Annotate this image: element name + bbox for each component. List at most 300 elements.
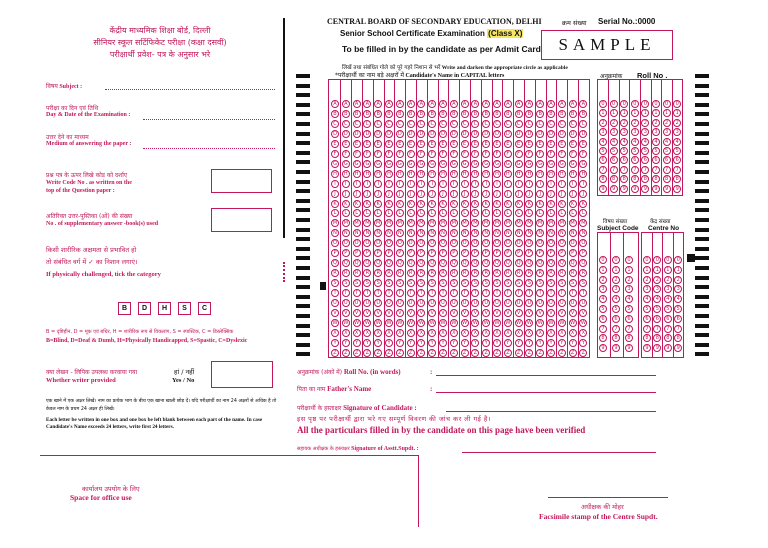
name-letter-bubble[interactable]: Z [450, 349, 458, 357]
name-letter-bubble[interactable]: Q [363, 259, 371, 267]
name-letter-bubble[interactable]: I [374, 180, 382, 188]
name-letter-bubble[interactable]: N [450, 229, 458, 237]
name-letter-bubble[interactable]: Y [363, 339, 371, 347]
roll-digit-bubble[interactable]: 7 [652, 166, 660, 174]
name-letter-bubble[interactable]: H [407, 170, 415, 178]
name-letter-bubble[interactable]: C [579, 120, 587, 128]
name-letter-bubble[interactable]: U [385, 299, 393, 307]
name-letter-bubble[interactable]: F [579, 150, 587, 158]
name-letter-bubble[interactable]: B [407, 110, 415, 118]
name-letter-bubble[interactable]: T [525, 289, 533, 297]
name-letter-bubble[interactable]: B [353, 110, 361, 118]
name-letter-bubble[interactable]: O [558, 239, 566, 247]
centre-digit-bubble[interactable]: 9 [643, 344, 651, 352]
centre-digit-bubble[interactable]: 2 [674, 276, 682, 284]
name-letter-bubble[interactable]: G [385, 160, 393, 168]
name-letter-bubble[interactable]: W [343, 319, 349, 326]
centre-digit-bubble[interactable]: 3 [674, 285, 682, 293]
name-letter-bubble[interactable]: F [353, 150, 361, 158]
name-letter-bubble[interactable]: V [471, 309, 479, 317]
name-letter-bubble[interactable]: Z [536, 349, 544, 357]
centre-digit-bubble[interactable]: 0 [653, 256, 661, 264]
name-letter-bubble[interactable]: K [536, 200, 544, 208]
name-letter-bubble[interactable]: Q [331, 259, 339, 267]
name-letter-bubble[interactable]: T [482, 289, 490, 297]
subject-digit-bubble[interactable]: 0 [599, 256, 607, 264]
centre-digit-bubble[interactable]: 6 [674, 315, 682, 323]
name-letter-bubble[interactable]: E [396, 140, 404, 148]
name-letter-bubble[interactable]: Z [525, 349, 533, 357]
name-letter-bubble[interactable]: P [331, 249, 339, 257]
name-letter-bubble[interactable]: S [450, 279, 458, 287]
name-letter-bubble[interactable]: X [363, 329, 371, 337]
name-letter-bubble[interactable]: Y [407, 339, 415, 347]
name-letter-bubble[interactable]: O [342, 239, 350, 247]
category-box-d[interactable]: D [138, 302, 151, 315]
name-letter-bubble[interactable]: T [439, 289, 447, 297]
name-letter-bubble[interactable]: K [428, 200, 436, 208]
roll-digit-bubble[interactable]: 4 [652, 138, 660, 146]
name-letter-bubble[interactable]: M [538, 220, 543, 227]
name-letter-bubble[interactable]: V [482, 309, 490, 317]
name-letter-bubble[interactable]: I [342, 180, 350, 188]
name-letter-bubble[interactable]: G [504, 160, 512, 168]
subject-digit-bubble[interactable]: 5 [625, 305, 633, 313]
name-letter-bubble[interactable]: L [493, 209, 501, 217]
name-letter-bubble[interactable]: P [482, 249, 490, 257]
roll-digit-bubble[interactable]: 0 [620, 100, 628, 108]
name-letter-bubble[interactable]: M [581, 220, 586, 227]
name-letter-bubble[interactable]: R [504, 269, 512, 277]
subject-digit-bubble[interactable]: 9 [612, 344, 620, 352]
name-letter-bubble[interactable]: R [450, 269, 458, 277]
name-letter-bubble[interactable]: V [461, 309, 469, 317]
name-letter-bubble[interactable]: H [461, 170, 469, 178]
name-letter-bubble[interactable]: G [461, 160, 469, 168]
roll-digit-bubble[interactable]: 4 [620, 138, 628, 146]
name-letter-bubble[interactable]: B [515, 110, 523, 118]
name-letter-bubble[interactable]: C [331, 120, 339, 128]
name-letter-bubble[interactable]: Y [353, 339, 361, 347]
centre-digit-bubble[interactable]: 9 [653, 344, 661, 352]
name-letter-bubble[interactable]: T [396, 289, 404, 297]
name-letter-bubble[interactable]: M [376, 220, 381, 227]
name-letter-bubble[interactable]: T [504, 289, 512, 297]
name-letter-bubble[interactable]: D [342, 130, 350, 138]
subject-digit-bubble[interactable]: 7 [599, 325, 607, 333]
name-letter-bubble[interactable]: S [428, 279, 436, 287]
name-letter-bubble[interactable]: R [547, 269, 555, 277]
name-letter-bubble[interactable]: Q [504, 259, 512, 267]
name-letter-bubble[interactable]: J [579, 190, 587, 198]
name-letter-bubble[interactable]: Y [471, 339, 479, 347]
name-letter-bubble[interactable]: Q [558, 259, 566, 267]
name-letter-bubble[interactable]: Y [374, 339, 382, 347]
name-letter-bubble[interactable]: Z [439, 349, 447, 357]
name-letter-bubble[interactable]: J [428, 190, 436, 198]
name-letter-bubble[interactable]: C [374, 120, 382, 128]
name-letter-bubble[interactable]: I [536, 180, 544, 188]
name-letter-bubble[interactable]: J [471, 190, 479, 198]
name-letter-bubble[interactable]: G [363, 160, 371, 168]
name-letter-bubble[interactable]: X [525, 329, 533, 337]
name-letter-bubble[interactable]: G [515, 160, 523, 168]
name-letter-bubble[interactable]: E [461, 140, 469, 148]
name-letter-bubble[interactable]: M [408, 220, 413, 227]
name-letter-bubble[interactable]: G [536, 160, 544, 168]
name-letter-bubble[interactable]: O [385, 239, 393, 247]
name-letter-bubble[interactable]: N [385, 229, 393, 237]
name-letter-bubble[interactable]: X [504, 329, 512, 337]
name-letter-bubble[interactable]: W [483, 319, 489, 326]
subject-digit-bubble[interactable]: 6 [612, 315, 620, 323]
name-letter-bubble[interactable]: L [536, 209, 544, 217]
name-letter-bubble[interactable]: Q [407, 259, 415, 267]
roll-digit-bubble[interactable]: 8 [620, 175, 628, 183]
name-letter-bubble[interactable]: Y [385, 339, 393, 347]
name-letter-bubble[interactable]: E [493, 140, 501, 148]
name-letter-bubble[interactable]: S [536, 279, 544, 287]
subject-digit-bubble[interactable]: 2 [599, 276, 607, 284]
name-letter-bubble[interactable]: E [407, 140, 415, 148]
name-letter-bubble[interactable]: X [331, 329, 339, 337]
name-letter-bubble[interactable]: M [354, 220, 359, 227]
name-letter-bubble[interactable]: O [493, 239, 501, 247]
name-letter-bubble[interactable]: A [515, 100, 523, 108]
roll-digit-bubble[interactable]: 3 [599, 128, 607, 136]
name-letter-bubble[interactable]: P [342, 249, 350, 257]
name-letter-bubble[interactable]: A [374, 100, 382, 108]
name-letter-bubble[interactable]: I [439, 180, 447, 188]
name-letter-bubble[interactable]: Y [493, 339, 501, 347]
name-letter-bubble[interactable]: A [396, 100, 404, 108]
name-letter-bubble[interactable]: K [569, 200, 577, 208]
name-letter-bubble[interactable]: U [525, 299, 533, 307]
name-letter-bubble[interactable]: W [472, 319, 478, 326]
subject-digit-bubble[interactable]: 2 [612, 276, 620, 284]
name-letter-bubble[interactable]: U [428, 299, 436, 307]
name-letter-bubble[interactable]: W [570, 319, 576, 326]
roll-digit-bubble[interactable]: 7 [673, 166, 681, 174]
name-letter-bubble[interactable]: F [547, 150, 555, 158]
name-letter-bubble[interactable]: A [331, 100, 339, 108]
subject-digit-bubble[interactable]: 9 [599, 344, 607, 352]
name-letter-bubble[interactable]: F [363, 150, 371, 158]
name-letter-bubble[interactable]: S [547, 279, 555, 287]
name-letter-bubble[interactable]: J [569, 190, 577, 198]
name-letter-bubble[interactable]: S [525, 279, 533, 287]
roll-digit-bubble[interactable]: 8 [610, 175, 618, 183]
name-letter-bubble[interactable]: I [331, 180, 339, 188]
name-letter-bubble[interactable]: Q [536, 259, 544, 267]
name-letter-bubble[interactable]: G [547, 160, 555, 168]
name-letter-bubble[interactable]: Q [353, 259, 361, 267]
name-letter-bubble[interactable]: N [396, 229, 404, 237]
name-letter-bubble[interactable]: B [525, 110, 533, 118]
name-letter-bubble[interactable]: S [417, 279, 425, 287]
name-letter-bubble[interactable]: E [536, 140, 544, 148]
name-letter-bubble[interactable]: Q [417, 259, 425, 267]
name-letter-bubble[interactable]: H [374, 170, 382, 178]
name-letter-bubble[interactable]: C [547, 120, 555, 128]
name-letter-bubble[interactable]: C [536, 120, 544, 128]
name-letter-bubble[interactable]: M [430, 220, 435, 227]
roll-digit-bubble[interactable]: 6 [652, 156, 660, 164]
name-letter-bubble[interactable]: Q [547, 259, 555, 267]
name-letter-bubble[interactable]: I [385, 180, 393, 188]
name-letter-bubble[interactable]: N [439, 229, 447, 237]
name-letter-bubble[interactable]: V [439, 309, 447, 317]
name-letter-bubble[interactable]: K [417, 200, 425, 208]
name-letter-bubble[interactable]: K [547, 200, 555, 208]
name-letter-bubble[interactable]: J [525, 190, 533, 198]
name-letter-bubble[interactable]: H [482, 170, 490, 178]
name-letter-bubble[interactable]: T [493, 289, 501, 297]
name-letter-bubble[interactable]: R [579, 269, 587, 277]
name-letter-bubble[interactable]: G [439, 160, 447, 168]
roll-digit-bubble[interactable]: 0 [599, 100, 607, 108]
name-letter-bubble[interactable]: N [342, 229, 350, 237]
name-letter-bubble[interactable]: C [525, 120, 533, 128]
name-letter-bubble[interactable]: O [428, 239, 436, 247]
name-letter-bubble[interactable]: Y [558, 339, 566, 347]
name-letter-bubble[interactable]: Z [342, 349, 350, 357]
name-letter-bubble[interactable]: X [515, 329, 523, 337]
roll-digit-bubble[interactable]: 7 [663, 166, 671, 174]
name-letter-bubble[interactable]: A [439, 100, 447, 108]
roll-digit-bubble[interactable]: 1 [652, 109, 660, 117]
name-letter-bubble[interactable]: E [525, 140, 533, 148]
roll-digit-bubble[interactable]: 7 [610, 166, 618, 174]
name-letter-bubble[interactable]: B [450, 110, 458, 118]
name-letter-bubble[interactable]: H [439, 170, 447, 178]
name-letter-bubble[interactable]: J [547, 190, 555, 198]
name-letter-bubble[interactable]: B [536, 110, 544, 118]
name-letter-bubble[interactable]: O [331, 239, 339, 247]
name-letter-bubble[interactable]: L [353, 209, 361, 217]
name-letter-bubble[interactable]: G [428, 160, 436, 168]
name-letter-bubble[interactable]: I [504, 180, 512, 188]
name-letter-bubble[interactable]: I [461, 180, 469, 188]
name-letter-bubble[interactable]: J [439, 190, 447, 198]
roll-digit-bubble[interactable]: 5 [631, 147, 639, 155]
roll-digit-bubble[interactable]: 5 [652, 147, 660, 155]
centre-digit-bubble[interactable]: 6 [643, 315, 651, 323]
name-letter-bubble[interactable]: H [536, 170, 544, 178]
centre-digit-bubble[interactable]: 7 [674, 325, 682, 333]
roll-digit-bubble[interactable]: 0 [610, 100, 618, 108]
name-letter-bubble[interactable]: J [482, 190, 490, 198]
name-letter-bubble[interactable]: S [374, 279, 382, 287]
name-letter-bubble[interactable]: M [548, 220, 554, 227]
name-letter-bubble[interactable]: P [579, 249, 587, 257]
subject-digit-bubble[interactable]: 5 [599, 305, 607, 313]
name-letter-bubble[interactable]: L [417, 209, 425, 217]
name-letter-bubble[interactable]: Y [396, 339, 404, 347]
name-letter-bubble[interactable]: E [471, 140, 479, 148]
name-letter-bubble[interactable]: D [374, 130, 382, 138]
roll-digit-bubble[interactable]: 5 [610, 147, 618, 155]
name-letter-bubble[interactable]: V [558, 309, 566, 317]
name-letter-bubble[interactable]: A [482, 100, 490, 108]
centre-digit-bubble[interactable]: 7 [653, 325, 661, 333]
name-letter-bubble[interactable]: H [331, 170, 339, 178]
name-letter-bubble[interactable]: W [418, 319, 424, 326]
name-letter-bubble[interactable]: C [385, 120, 393, 128]
name-letter-bubble[interactable]: R [439, 269, 447, 277]
name-letter-bubble[interactable]: L [385, 209, 393, 217]
name-letter-bubble[interactable]: Z [558, 349, 566, 357]
roll-digit-bubble[interactable]: 9 [610, 185, 618, 193]
name-letter-bubble[interactable]: Q [525, 259, 533, 267]
name-letter-bubble[interactable]: K [385, 200, 393, 208]
name-letter-bubble[interactable]: Q [579, 259, 587, 267]
name-letter-bubble[interactable]: P [396, 249, 404, 257]
name-letter-bubble[interactable]: B [417, 110, 425, 118]
name-letter-bubble[interactable]: D [353, 130, 361, 138]
name-letter-bubble[interactable]: F [417, 150, 425, 158]
name-letter-bubble[interactable]: O [450, 239, 458, 247]
name-letter-bubble[interactable]: M [343, 220, 348, 227]
name-letter-bubble[interactable]: T [547, 289, 555, 297]
name-letter-bubble[interactable]: I [547, 180, 555, 188]
roll-digit-bubble[interactable]: 0 [631, 100, 639, 108]
name-letter-bubble[interactable]: V [331, 309, 339, 317]
name-letter-bubble[interactable]: C [450, 120, 458, 128]
name-letter-bubble[interactable]: Y [536, 339, 544, 347]
name-letter-bubble[interactable]: B [461, 110, 469, 118]
name-letter-bubble[interactable]: O [461, 239, 469, 247]
name-letter-bubble[interactable]: U [407, 299, 415, 307]
roll-digit-bubble[interactable]: 2 [610, 119, 618, 127]
subject-digit-bubble[interactable]: 3 [625, 285, 633, 293]
name-letter-bubble[interactable]: Q [385, 259, 393, 267]
name-letter-bubble[interactable]: N [536, 229, 544, 237]
name-letter-bubble[interactable]: V [579, 309, 587, 317]
name-letter-bubble[interactable]: V [417, 309, 425, 317]
centre-digit-bubble[interactable]: 5 [653, 305, 661, 313]
name-letter-bubble[interactable]: W [505, 319, 511, 326]
roll-digit-bubble[interactable]: 9 [620, 185, 628, 193]
name-letter-bubble[interactable]: T [342, 289, 350, 297]
name-letter-bubble[interactable]: H [450, 170, 458, 178]
centre-digit-bubble[interactable]: 0 [664, 256, 672, 264]
name-letter-bubble[interactable]: V [525, 309, 533, 317]
name-letter-bubble[interactable]: Y [482, 339, 490, 347]
name-letter-bubble[interactable]: D [471, 130, 479, 138]
name-letter-bubble[interactable]: W [537, 319, 543, 326]
name-letter-bubble[interactable]: O [374, 239, 382, 247]
name-letter-bubble[interactable]: J [374, 190, 382, 198]
name-letter-bubble[interactable]: W [364, 319, 370, 326]
name-letter-bubble[interactable]: O [471, 239, 479, 247]
name-letter-bubble[interactable]: S [407, 279, 415, 287]
name-letter-bubble[interactable]: L [396, 209, 404, 217]
name-letter-bubble[interactable]: O [525, 239, 533, 247]
subject-digit-bubble[interactable]: 1 [599, 266, 607, 274]
name-letter-bubble[interactable]: Z [417, 349, 425, 357]
name-letter-bubble[interactable]: S [396, 279, 404, 287]
name-letter-bubble[interactable]: L [439, 209, 447, 217]
signature-line[interactable] [446, 411, 656, 412]
subject-digit-bubble[interactable]: 2 [625, 276, 633, 284]
centre-digit-bubble[interactable]: 8 [653, 334, 661, 342]
centre-digit-bubble[interactable]: 2 [643, 276, 651, 284]
name-letter-bubble[interactable]: F [471, 150, 479, 158]
name-letter-bubble[interactable]: D [417, 130, 425, 138]
roll-digit-bubble[interactable]: 7 [599, 166, 607, 174]
roll-digit-bubble[interactable]: 8 [663, 175, 671, 183]
name-letter-bubble[interactable]: F [558, 150, 566, 158]
name-letter-bubble[interactable]: O [353, 239, 361, 247]
name-letter-bubble[interactable]: G [493, 160, 501, 168]
name-letter-bubble[interactable]: N [569, 229, 577, 237]
name-letter-bubble[interactable]: H [417, 170, 425, 178]
name-letter-bubble[interactable]: D [331, 130, 339, 138]
name-letter-bubble[interactable]: A [536, 100, 544, 108]
name-letter-bubble[interactable]: H [428, 170, 436, 178]
name-letter-bubble[interactable]: M [462, 220, 467, 227]
name-letter-bubble[interactable]: I [525, 180, 533, 188]
centre-digit-bubble[interactable]: 1 [653, 266, 661, 274]
subject-digit-bubble[interactable]: 0 [625, 256, 633, 264]
name-letter-bubble[interactable]: R [342, 269, 350, 277]
name-letter-bubble[interactable]: O [515, 239, 523, 247]
name-letter-bubble[interactable]: K [374, 200, 382, 208]
name-letter-bubble[interactable]: L [374, 209, 382, 217]
name-letter-bubble[interactable]: G [353, 160, 361, 168]
name-letter-bubble[interactable]: B [396, 110, 404, 118]
name-letter-bubble[interactable]: K [407, 200, 415, 208]
name-letter-bubble[interactable]: P [569, 249, 577, 257]
name-letter-bubble[interactable]: Q [396, 259, 404, 267]
code-box[interactable] [211, 169, 272, 193]
name-letter-bubble[interactable]: Y [439, 339, 447, 347]
name-letter-bubble[interactable]: T [374, 289, 382, 297]
name-letter-bubble[interactable]: Q [439, 259, 447, 267]
name-letter-bubble[interactable]: E [363, 140, 371, 148]
name-letter-bubble[interactable]: K [471, 200, 479, 208]
roll-digit-bubble[interactable]: 3 [652, 128, 660, 136]
roll-digit-bubble[interactable]: 7 [641, 166, 649, 174]
name-letter-bubble[interactable]: X [569, 329, 577, 337]
centre-digit-bubble[interactable]: 1 [664, 266, 672, 274]
name-letter-bubble[interactable]: X [396, 329, 404, 337]
centre-digit-bubble[interactable]: 2 [653, 276, 661, 284]
name-letter-bubble[interactable]: E [331, 140, 339, 148]
name-letter-bubble[interactable]: Q [450, 259, 458, 267]
name-letter-bubble[interactable]: X [536, 329, 544, 337]
roll-digit-bubble[interactable]: 4 [599, 138, 607, 146]
name-letter-bubble[interactable]: W [548, 319, 554, 326]
category-box-s[interactable]: S [178, 302, 191, 315]
centre-digit-bubble[interactable]: 4 [653, 295, 661, 303]
name-letter-bubble[interactable]: Y [515, 339, 523, 347]
name-letter-bubble[interactable]: C [493, 120, 501, 128]
name-letter-bubble[interactable]: A [363, 100, 371, 108]
name-letter-bubble[interactable]: A [407, 100, 415, 108]
centre-digit-bubble[interactable]: 6 [653, 315, 661, 323]
name-letter-bubble[interactable]: X [461, 329, 469, 337]
name-letter-bubble[interactable]: Y [428, 339, 436, 347]
name-letter-bubble[interactable]: E [547, 140, 555, 148]
roll-digit-bubble[interactable]: 1 [631, 109, 639, 117]
name-letter-bubble[interactable]: J [363, 190, 371, 198]
name-letter-bubble[interactable]: B [363, 110, 371, 118]
name-letter-bubble[interactable]: D [547, 130, 555, 138]
name-letter-bubble[interactable]: U [547, 299, 555, 307]
name-letter-bubble[interactable]: Z [363, 349, 371, 357]
